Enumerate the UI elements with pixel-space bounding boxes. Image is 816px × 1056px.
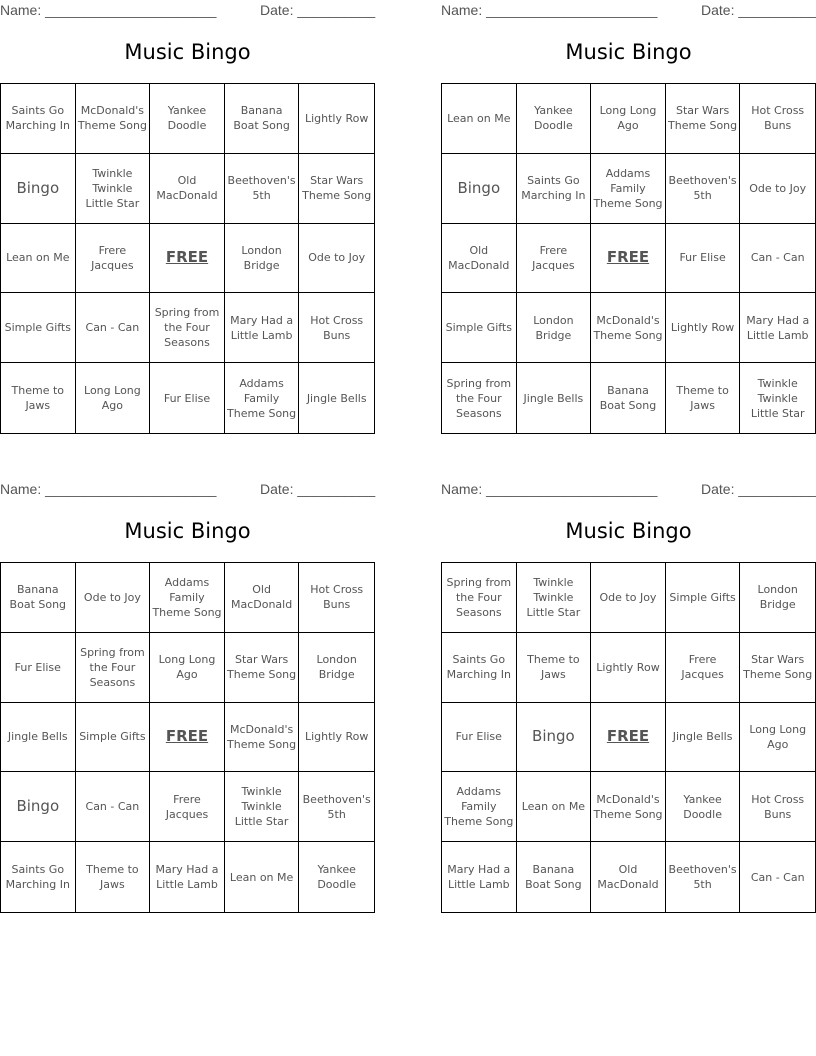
- bingo-grid: [441, 562, 816, 913]
- bingo-cell: Mary Had a Little Lamb: [225, 293, 300, 363]
- bingo-cell: Old MacDonald: [591, 842, 666, 912]
- bingo-card-2: [441, 0, 816, 440]
- bingo-card-3: [0, 479, 375, 919]
- bingo-cell: Lean on Me: [517, 772, 592, 842]
- bingo-cell: Yankee Doodle: [666, 772, 741, 842]
- bingo-cell: Frere Jacques: [517, 224, 592, 294]
- bingo-cell: Mary Had a Little Lamb: [442, 842, 517, 912]
- bingo-cell: Can - Can: [740, 224, 815, 294]
- bingo-cell: Long Long Ago: [150, 633, 225, 703]
- bingo-cell: McDonald's Theme Song: [225, 703, 300, 773]
- bingo-cell: Long Long Ago: [740, 703, 815, 773]
- bingo-cell: Addams Family Theme Song: [225, 363, 300, 433]
- name-date-line: [441, 481, 816, 499]
- bingo-cell: Long Long Ago: [591, 84, 666, 154]
- bingo-word-cell: Bingo: [1, 154, 76, 224]
- bingo-cell: Fur Elise: [442, 703, 517, 773]
- bingo-cell: Mary Had a Little Lamb: [740, 293, 815, 363]
- name-date-line: [0, 481, 375, 499]
- bingo-cell: Ode to Joy: [740, 154, 815, 224]
- bingo-cell: Hot Cross Buns: [299, 563, 374, 633]
- bingo-cell: Old MacDonald: [442, 224, 517, 294]
- free-space-cell: FREE: [591, 224, 666, 294]
- bingo-cell: Simple Gifts: [1, 293, 76, 363]
- bingo-cell: Theme to Jaws: [1, 363, 76, 433]
- bingo-cell: Lightly Row: [666, 293, 741, 363]
- bingo-cell: Yankee Doodle: [317, 863, 357, 892]
- bingo-cell: London Bridge: [740, 563, 815, 633]
- bingo-card-1: [0, 0, 375, 440]
- bingo-cell: Star Wars Theme Song: [299, 154, 374, 224]
- bingo-cell: Can - Can: [750, 870, 805, 884]
- bingo-cell: Banana Boat Song: [517, 842, 592, 912]
- bingo-cell: Addams Family Theme Song: [442, 772, 517, 842]
- bingo-cell: London Bridge: [299, 633, 374, 703]
- date-label: Date: __________: [260, 481, 376, 497]
- bingo-cell: Ode to Joy: [76, 563, 151, 633]
- bingo-cell: Hot Cross Buns: [299, 293, 374, 363]
- bingo-cell: Beethoven's 5th: [225, 154, 300, 224]
- bingo-cell: London Bridge: [225, 224, 300, 294]
- date-label: Date: __________: [701, 2, 816, 18]
- bingo-cell: Fur Elise: [150, 363, 225, 433]
- bingo-cell: Star Wars Theme Song: [225, 633, 300, 703]
- bingo-cell: Lean on Me: [225, 842, 300, 912]
- bingo-cell: Beethoven's 5th: [666, 842, 741, 912]
- bingo-cell: McDonald's Theme Song: [591, 293, 666, 363]
- bingo-card-4: [441, 479, 816, 919]
- bingo-word-cell: Bingo: [517, 703, 592, 773]
- bingo-cell: Yankee Doodle: [517, 84, 592, 154]
- bingo-cell: Can - Can: [76, 772, 151, 842]
- bingo-cell: Banana Boat Song: [1, 563, 76, 633]
- bingo-cell: Spring from the Four Seasons: [150, 293, 225, 363]
- bingo-cell: Spring from the Four Seasons: [76, 633, 151, 703]
- bingo-cell: Lean on Me: [442, 84, 517, 154]
- bingo-cell: London Bridge: [517, 293, 592, 363]
- bingo-cell: Banana Boat Song: [591, 363, 666, 433]
- bingo-cell: Lightly Row: [299, 84, 374, 154]
- bingo-cell: Twinkle Twinkle Little Star: [517, 563, 592, 633]
- name-date-line: [441, 2, 816, 20]
- bingo-cell: Mary Had a Little Lamb: [150, 842, 225, 912]
- card-title: Music Bingo: [124, 519, 251, 543]
- bingo-cell: Old MacDonald: [225, 563, 300, 633]
- bingo-cell: Jingle Bells: [1, 703, 76, 773]
- bingo-cell: Twinkle Twinkle Little Star: [225, 772, 300, 842]
- bingo-cell: Ode to Joy: [299, 224, 374, 294]
- bingo-cell: Frere Jacques: [666, 633, 741, 703]
- card-title: Music Bingo: [565, 40, 692, 64]
- bingo-cell: Old MacDonald: [150, 154, 225, 224]
- name-label: Name: ______________________: [441, 481, 658, 497]
- bingo-cell: Simple Gifts: [442, 293, 517, 363]
- bingo-cell: Addams Family Theme Song: [591, 154, 666, 224]
- bingo-cell: Beethoven's 5th: [666, 154, 741, 224]
- bingo-cell: Saints Go Marching In: [442, 633, 517, 703]
- bingo-cell: Lightly Row: [591, 633, 666, 703]
- bingo-cell: Spring from the Four Seasons: [442, 363, 517, 433]
- free-space-cell: FREE: [591, 703, 666, 773]
- bingo-cell: Ode to Joy: [591, 563, 666, 633]
- bingo-cell: Lightly Row: [299, 703, 374, 773]
- bingo-word-cell: Bingo: [442, 154, 517, 224]
- bingo-cell: Saints Go Marching In: [1, 842, 76, 912]
- bingo-cell: Fur Elise: [1, 633, 76, 703]
- bingo-word-cell: Bingo: [1, 772, 76, 842]
- bingo-cell: Yankee Doodle: [150, 84, 225, 154]
- bingo-cell: Simple Gifts: [76, 703, 151, 773]
- bingo-grid: [0, 83, 375, 434]
- bingo-cell: Theme to Jaws: [517, 633, 592, 703]
- card-title: Music Bingo: [565, 519, 692, 543]
- bingo-cell: Theme to Jaws: [76, 842, 151, 912]
- bingo-cell: Banana Boat Song: [225, 84, 300, 154]
- free-space-cell: FREE: [150, 224, 225, 294]
- name-label: Name: ______________________: [0, 2, 217, 18]
- bingo-cell: Frere Jacques: [150, 772, 225, 842]
- bingo-cell: Spring from the Four Seasons: [442, 563, 517, 633]
- bingo-cell: Theme to Jaws: [666, 363, 741, 433]
- card-title: Music Bingo: [124, 40, 251, 64]
- bingo-cell: Beethoven's 5th: [299, 772, 374, 842]
- name-label: Name: ______________________: [0, 481, 217, 497]
- bingo-cell: Simple Gifts: [666, 563, 741, 633]
- name-label: Name: ______________________: [441, 2, 658, 18]
- bingo-cell: Hot Cross Buns: [740, 772, 815, 842]
- bingo-cell: McDonald's Theme Song: [76, 84, 151, 154]
- bingo-grid: [0, 562, 375, 913]
- bingo-cell: Star Wars Theme Song: [740, 633, 815, 703]
- free-space-cell: FREE: [150, 703, 225, 773]
- name-date-line: [0, 2, 375, 20]
- bingo-cell: Can - Can: [76, 293, 151, 363]
- bingo-cell: Saints Go Marching In: [517, 154, 592, 224]
- bingo-cell: Twinkle Twinkle Little Star: [76, 154, 151, 224]
- bingo-cell: Hot Cross Buns: [740, 84, 815, 154]
- date-label: Date: __________: [701, 481, 816, 497]
- bingo-cell: Star Wars Theme Song: [666, 84, 741, 154]
- bingo-cell: Jingle Bells: [666, 703, 741, 773]
- bingo-cell: Fur Elise: [666, 224, 741, 294]
- bingo-cell: Frere Jacques: [76, 224, 151, 294]
- bingo-cell: Twinkle Twinkle Little Star: [750, 376, 805, 420]
- bingo-cell: Long Long Ago: [76, 363, 151, 433]
- bingo-cell: Jingle Bells: [306, 391, 367, 405]
- bingo-cell: Addams Family Theme Song: [150, 563, 225, 633]
- bingo-cell: Saints Go Marching In: [1, 84, 76, 154]
- bingo-cell: McDonald's Theme Song: [591, 772, 666, 842]
- bingo-grid: [441, 83, 816, 434]
- bingo-cell: Lean on Me: [1, 224, 76, 294]
- date-label: Date: __________: [260, 2, 376, 18]
- bingo-cell: Jingle Bells: [517, 363, 592, 433]
